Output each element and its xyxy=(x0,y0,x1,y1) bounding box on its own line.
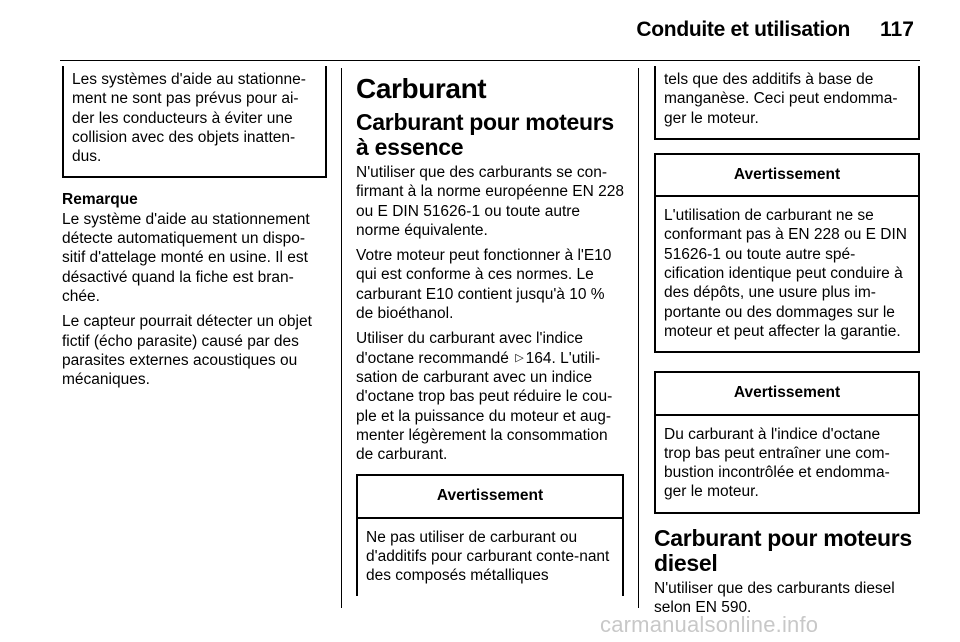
warning-box xyxy=(356,474,624,595)
paragraph: N'utiliser que des carburants diesel selon EN 590. xyxy=(654,579,895,617)
note-text: Le système d'aide au stationnement détecte automatiquement un dispo-sitif d'attelage monté en usine. Il est désactivé quand la fiche est bran-chée. xyxy=(62,210,310,305)
warning-title: Avertissement xyxy=(656,155,918,197)
warning-box xyxy=(654,371,920,513)
warning-continued-text: tels que des additifs à base de manganèse. Ceci peut endomma-ger le moteur. xyxy=(664,71,898,127)
warning-box-continued xyxy=(654,66,920,140)
warning-title: Avertissement xyxy=(358,476,622,518)
note-title: Remarque xyxy=(62,191,138,209)
caution-box-continued xyxy=(62,66,327,178)
warning-box xyxy=(654,153,920,353)
paragraph: Le capteur pourrait détecter un objet fictif (écho parasite) causé par des parasites externes acoustiques ou mécaniques. xyxy=(62,313,312,389)
paragraph-text: Utiliser du carburant avec l'indice d'octane recommandé xyxy=(356,330,583,367)
paragraph-text: . L'utili-sation de carburant avec un indice d'octane trop bas peut réduire le cou-ple et la puissance du moteur et aug-menter légèrement la consommation de carburant. xyxy=(356,349,613,464)
column-divider-2 xyxy=(638,68,639,608)
subsection-heading: Carburant pour moteurs à essence xyxy=(356,109,614,160)
subsection-heading: Carburant pour moteurs diesel xyxy=(654,524,912,576)
paragraph xyxy=(356,329,624,464)
warning-text: Du carburant à l'indice d'octane trop bas peut entraîner une com-bustion incontrôlée et endomma-ger le moteur. xyxy=(664,425,890,501)
caution-box-text: Les systèmes d'aide au stationne-ment ne sont pas prévus pour ai-der les conducteurs à éviter une collision avec des objets inatten-dus. xyxy=(72,71,306,166)
paragraph: N'utiliser que des carburants se con-firmant à la norme européenne EN 228 ou E DIN 51626-1 ou toute autre norme équivalente. xyxy=(356,164,624,239)
header-divider xyxy=(60,60,920,61)
column-2 xyxy=(356,74,624,596)
column-1 xyxy=(62,66,327,395)
column-3 xyxy=(654,66,920,623)
warning-title: Avertissement xyxy=(656,373,918,415)
paragraph: Votre moteur peut fonctionner à l'E10 qui est conforme à ces normes. Le carburant E10 contient jusqu'à 10 % de bioéthanol. xyxy=(356,247,612,323)
warning-text: L'utilisation de carburant ne se conformant pas à EN 228 ou E DIN 51626-1 ou toute autre spé-cification identique peut conduire à des dépôts, une usure plus im-portante ou des dommages sur le moteur et peut affecter la garantie. xyxy=(664,207,907,340)
page-number: 117 xyxy=(880,18,914,41)
page-reference[interactable]: 164 xyxy=(525,349,552,367)
page-reference-arrow-icon: ▷ xyxy=(515,351,524,364)
page-header-title: Conduite et utilisation xyxy=(636,18,850,41)
warning-text: Ne pas utiliser de carburant ou d'additifs pour carburant conte-nant des composés métalliques xyxy=(366,528,610,585)
column-divider-1 xyxy=(341,68,342,608)
watermark: carmanualsonline.info xyxy=(600,612,819,637)
section-heading: Carburant xyxy=(356,73,487,104)
